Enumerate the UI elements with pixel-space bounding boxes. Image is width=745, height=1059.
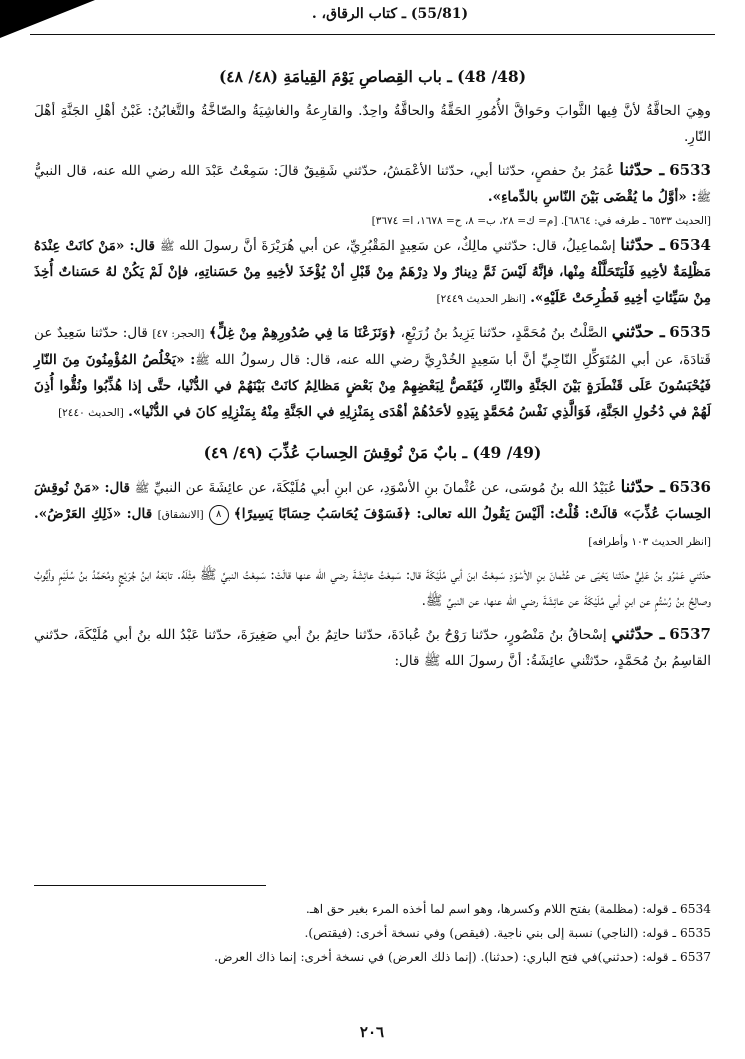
hadith-verb: ـ حدّثني bbox=[611, 624, 665, 643]
hadith-6533 bbox=[34, 157, 711, 210]
hadith-6536 bbox=[34, 474, 711, 555]
cross-reference: [الحديث ٢٤٤٠] bbox=[58, 407, 124, 419]
footnote-separator bbox=[34, 885, 266, 886]
quran-verse: ﴿فَسَوْفَ يُحَاسَبُ حِسَابًا يَسِيرًا﴾ bbox=[233, 506, 412, 522]
footnote-6537: 6537 ـ قوله: (حدثني)في فتح الباري: (حدثنا). (إنما ذلك العرض) في نسخة أخرى: إنما ذاك العرض. bbox=[214, 950, 711, 964]
hadith-6535 bbox=[34, 319, 711, 426]
cross-reference: [انظر الحديث ١٠٣ وأطرافه] bbox=[588, 536, 711, 548]
hadith-number: 6537 bbox=[669, 625, 711, 643]
matn: : «يَخْلُصُ المُؤْمِنُونَ مِنَ النّارِ فَيُحْبَسُونَ عَلَى قَنْطَرَةٍ بَيْنَ الجَنَّةِ والنّارِ، فَيُقَصُّ لِبَعْضِهِمْ مِنْ بَعْضٍ مَظالِمُ كانَتْ بَيْنَهُمْ في الدُّنْيا، حتَّى إذا هُذِّبُوا ونُقُّوا أُذِنَ لَهُمْ في دُخُولِ الجَنَّةِ، فَوَالَّذِي نَفْسُ مُحَمَّدٍ بِيَدِهِ لأحَدُهُمْ أهْدَى بِمَنْزِلِهِ في الجَنَّةِ مِنْهُ بِمَنْزِلِهِ كانَ في الدُّنْيا». bbox=[34, 352, 711, 420]
page-number: ٢٠٦ bbox=[359, 1023, 385, 1041]
chapter-intro-48: وهِيَ الحاقَّةُ لأنَّ فِيها الثَّوابَ وحَواقَّ الأُمُورِ الحَقَّةُ والحاقَّةُ واحِدٌ. والقارِعةُ والغاشِيَةُ والصّاخَّةُ والتَّغابُنُ: غَبْنُ أهْلِ الجَنَّةِ أهْلَ النّارِ. bbox=[34, 103, 711, 145]
salutation-glyph: ﷺ bbox=[696, 190, 711, 204]
isnad: إسْحاقُ بنُ مَنْصُورٍ، حدّثنا رَوْحُ بنُ عُبادَةَ، حدّثنا حاتِمُ بنُ أبي صَغِيرَةَ، حدّثنا عَبْدُ الله بنُ أبي مُلَيْكَةَ، حدّثني القاسِمُ بنُ مُحَمَّدٍ، حدّثتْني عائِشَةُ: أنَّ رسولَ الله ﷺ قال: bbox=[34, 627, 711, 669]
salutation-glyph: ﷺ bbox=[160, 239, 175, 253]
isnad: عُمَرُ بنُ حفصٍ، حدّثنا أبي، حدّثنا الأعْمَشُ، حدّثني شَقِيقٌ قالَ: سَمِعْتُ عَبْدَ الله رضي الله عنه، قال النبيُّ bbox=[34, 163, 615, 179]
hadith-verb: ـ حدّثني bbox=[611, 322, 665, 341]
hadith-verb: ـ حدّثنا bbox=[619, 160, 665, 179]
running-head: (55/81) ـ كتاب الرقاق، . bbox=[311, 6, 469, 22]
footnote-6534: 6534 ـ قوله: (مظلمة) بفتح اللام وكسرها، وهو اسم لما أخذه المرء بغير حق اهـ. bbox=[305, 902, 711, 916]
hadith-6536-second-chain: حدّثني عَمْرُو بنُ عَلِيٍّ حدّثنا يَحْيَى عن عُثْمانَ بنِ الأسْوَدِ سَمِعْتُ ابنَ أبي مُلَيْكَةَ قال: سَمِعْتُ عائِشَةَ رضي الله عنها قالَتْ: سَمِعْتُ النبيَّ ﷺ مِثْلَهُ. تابَعَهُ ابنُ جُرَيْجٍ ومُحَمَّدُ بنُ سُلَيْمٍ وأيُّوبُ وصالِحُ بنُ رُسْتُمٍ عن ابنِ أبي مُلَيْكَةَ عن عائِشَةَ رضي الله عنها، عن النبيِّ ﷺ. bbox=[34, 567, 711, 609]
hadith-verb: ـ حدّثنا bbox=[620, 235, 665, 254]
quran-verse: ﴿وَنَزَعْنَا مَا فِي صُدُورِهِمْ مِنْ غِلٍّ﴾ bbox=[208, 325, 397, 341]
hadith-6534 bbox=[34, 232, 711, 312]
main-text bbox=[34, 64, 711, 674]
header-rule bbox=[30, 34, 715, 35]
quran-reference: [الحجر: ٤٧] bbox=[152, 328, 205, 340]
matn-continued: قال: «ذَلِكِ العَرْضُ». bbox=[34, 506, 158, 522]
salutation-glyph: ﷺ bbox=[134, 481, 150, 495]
chapter-heading-49: (49/ 49) ـ بابٌ مَنْ نُوقِشَ الحِسابَ عُذِّبَ (٤٩/ ٤٩) bbox=[203, 443, 542, 462]
isnad: الصَّلْتُ بنُ مُحَمَّدٍ، حدّثنا يَزِيدُ بنُ زُرَيْعٍ، bbox=[396, 325, 608, 341]
salutation-glyph: ﷺ bbox=[195, 353, 210, 367]
isnad: عُبَيْدُ الله بنُ مُوسَى، عن عُثْمانَ بنِ الأسْوَدِ، عن ابنِ أبي مُلَيْكَةَ، عن عائِشَةَ عن النبيِّ bbox=[153, 480, 617, 496]
matn: قال: «مَنْ نُوقِشَ الحِسابَ عُذِّبَ» قالَتْ: قُلْتُ: ألَيْسَ يَقُولُ الله تعالى: bbox=[34, 480, 711, 522]
hadith-number: 6534 bbox=[669, 236, 711, 254]
footnote-6535: 6535 ـ قوله: (الناجي) نسبة إلى بني ناجية. (فيقص) وفي نسخة أخرى: (فيقتص). bbox=[304, 926, 711, 940]
footnotes bbox=[34, 897, 711, 969]
matn: : «أوَّلُ ما يُقْضَى بَيْنَ النّاسِ بالدِّماءِ». bbox=[487, 189, 697, 205]
isnad-continued: قال: حدّثنا سَعِيدٌ عن قَتادَةَ، عن أبي المُتَوَكِّلِ النّاجِيِّ أنَّ أبا سَعِيدٍ الخُدْرِيَّ رضي الله عنه، قال: قال رسولُ الله bbox=[34, 325, 711, 368]
isnad: إسْماعِيلُ، قال: حدّثني مالِكٌ، عن سَعِيدٍ المَقْبُرِيِّ، عن أبي هُرَيْرَةَ أنَّ رسولَ الله bbox=[179, 238, 616, 254]
hadith-number: 6533 bbox=[669, 161, 711, 179]
chapter-heading-48: (48/ 48) ـ باب القِصاصِ يَوْمَ القِيامَةِ (٤٨/ ٤٨) bbox=[218, 67, 527, 86]
cross-reference: [انظر الحديث ٢٤٤٩] bbox=[436, 293, 526, 305]
matn: قال: «مَنْ كانَتْ عِنْدَهُ مَظْلِمَةٌ لأخِيهِ فَلْيَتَحَلَّلْهُ مِنْها، فإنَّهُ لَيْسَ ثَمَّ دِينارٌ ولا دِرْهَمٌ مِنْ قَبْلِ أنْ يُؤْخَذَ لأخِيهِ مِنْ حَسَناتِهِ، فإنْ لَمْ يَكُنْ لهُ حَسَناتٌ أُخِذَ مِنْ سَيِّئاتِ أخِيهِ فَطُرِحَتْ عَلَيْهِ». bbox=[34, 238, 711, 306]
corner-mark bbox=[0, 0, 95, 38]
hadith-number: 6536 bbox=[669, 478, 711, 496]
hadith-6537 bbox=[34, 621, 711, 674]
ayah-number-marker: ٨ bbox=[209, 505, 229, 525]
hadith-verb: ـ حدّثنا bbox=[620, 477, 665, 496]
quran-reference: [الانشقاق] bbox=[157, 509, 204, 521]
cross-reference: [الحديث ٦٥٣٣ ـ طرفه في: ٦٨٦٤]. [م= ك= ٢٨، ب= ٨، ح= ١٦٧٨، ا= ٣٦٧٤] bbox=[371, 215, 711, 227]
hadith-number: 6535 bbox=[669, 323, 712, 341]
